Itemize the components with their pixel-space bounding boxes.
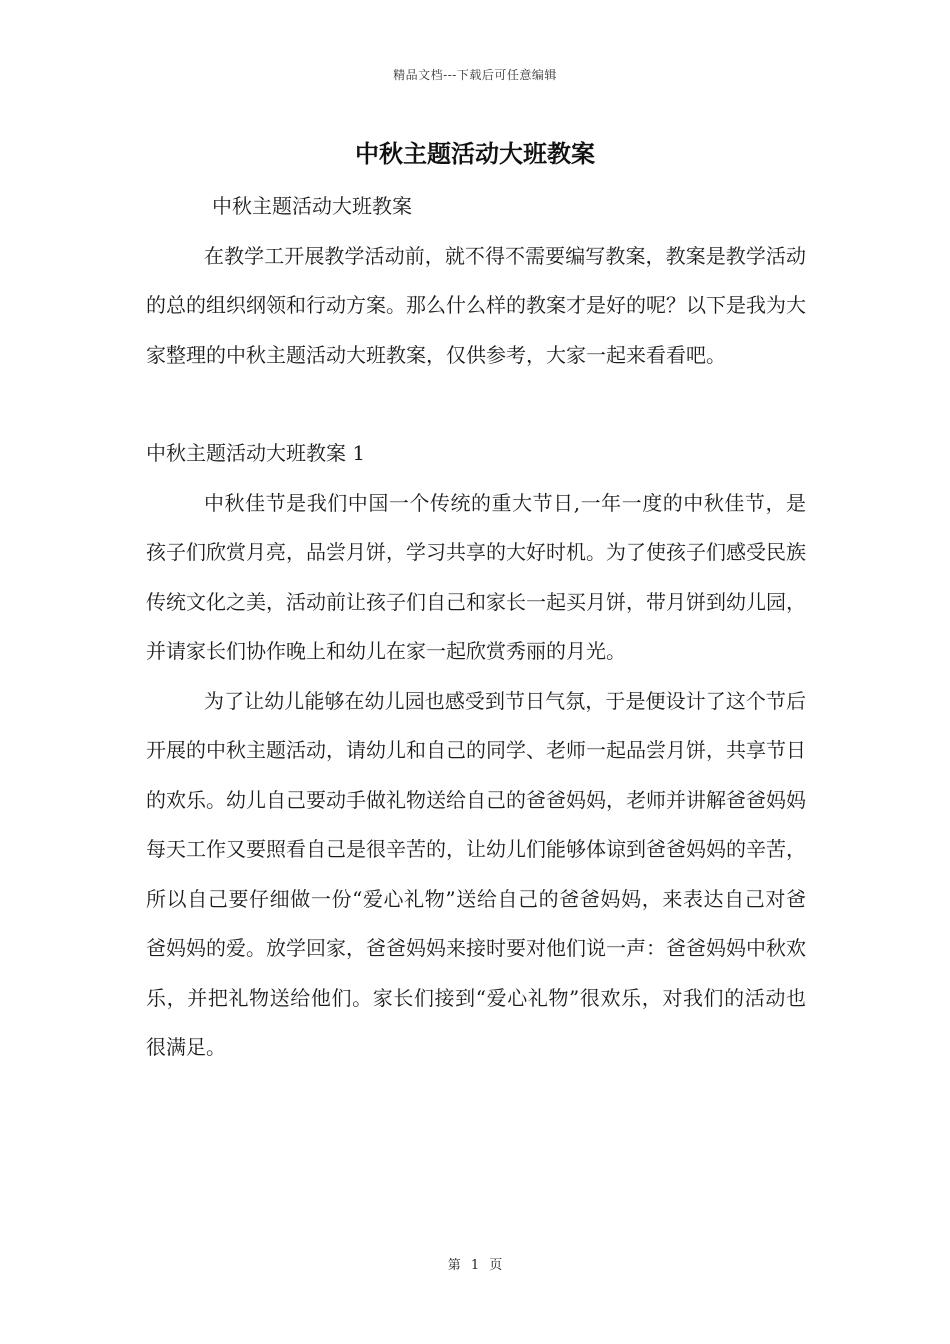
document-body (146, 182, 806, 1073)
page-number-suffix: 页 (489, 1258, 503, 1273)
body-paragraph: 中秋佳节是我们中国一个传统的重大节日,一年一度的中秋佳节，是孩子们欣赏月亮，品尝月饼，学习共享的大好时机。为了使孩子们感受民族传统文化之美，活动前让孩子们自己和家长一起买月饼，带月饼到幼儿园，并请家长们协作晚上和幼儿在家一起欣赏秀丽的月光。 (146, 490, 806, 663)
document-subtitle: 中秋主题活动大班教案 (212, 194, 412, 218)
blank-line (146, 380, 806, 429)
running-header: 精品文档---下载后可任意编辑 (393, 68, 557, 82)
body-paragraph: 为了让幼儿能够在幼儿园也感受到节日气氛，于是便设计了这个节后开展的中秋主题活动，请幼儿和自己的同学、老师一起品尝月饼，共享节日的欢乐。幼儿自己要动手做礼物送给自己的爸爸妈妈，老师并讲解爸爸妈妈每天工作又要照看自己是很辛苦的，让幼儿们能够体谅到爸爸妈妈的辛苦，所以自己要仔细做一份“爱心礼物”送给自己的爸爸妈妈，来表达自己对爸爸妈妈的爱。放学回家，爸爸妈妈来接时要对他们说一声：爸爸妈妈中秋欢乐，并把礼物送给他们。家长们接到“爱心礼物”很欢乐，对我们的活动也很满足。 (146, 688, 806, 1059)
intro-paragraph: 在教学工开展教学活动前，就不得不需要编写教案，教案是教学活动的总的组织纲领和行动方案。那么什么样的教案才是好的呢？以下是我为大家整理的中秋主题活动大班教案，仅供参考，大家一起来看看吧。 (146, 243, 806, 367)
page-footer (0, 1254, 950, 1273)
page-number: 1 (470, 1258, 480, 1273)
section-heading: 中秋主题活动大班教案 1 (146, 441, 366, 465)
document-title: 中秋主题活动大班教案 (355, 139, 595, 168)
page-number-prefix: 第 (447, 1258, 461, 1273)
